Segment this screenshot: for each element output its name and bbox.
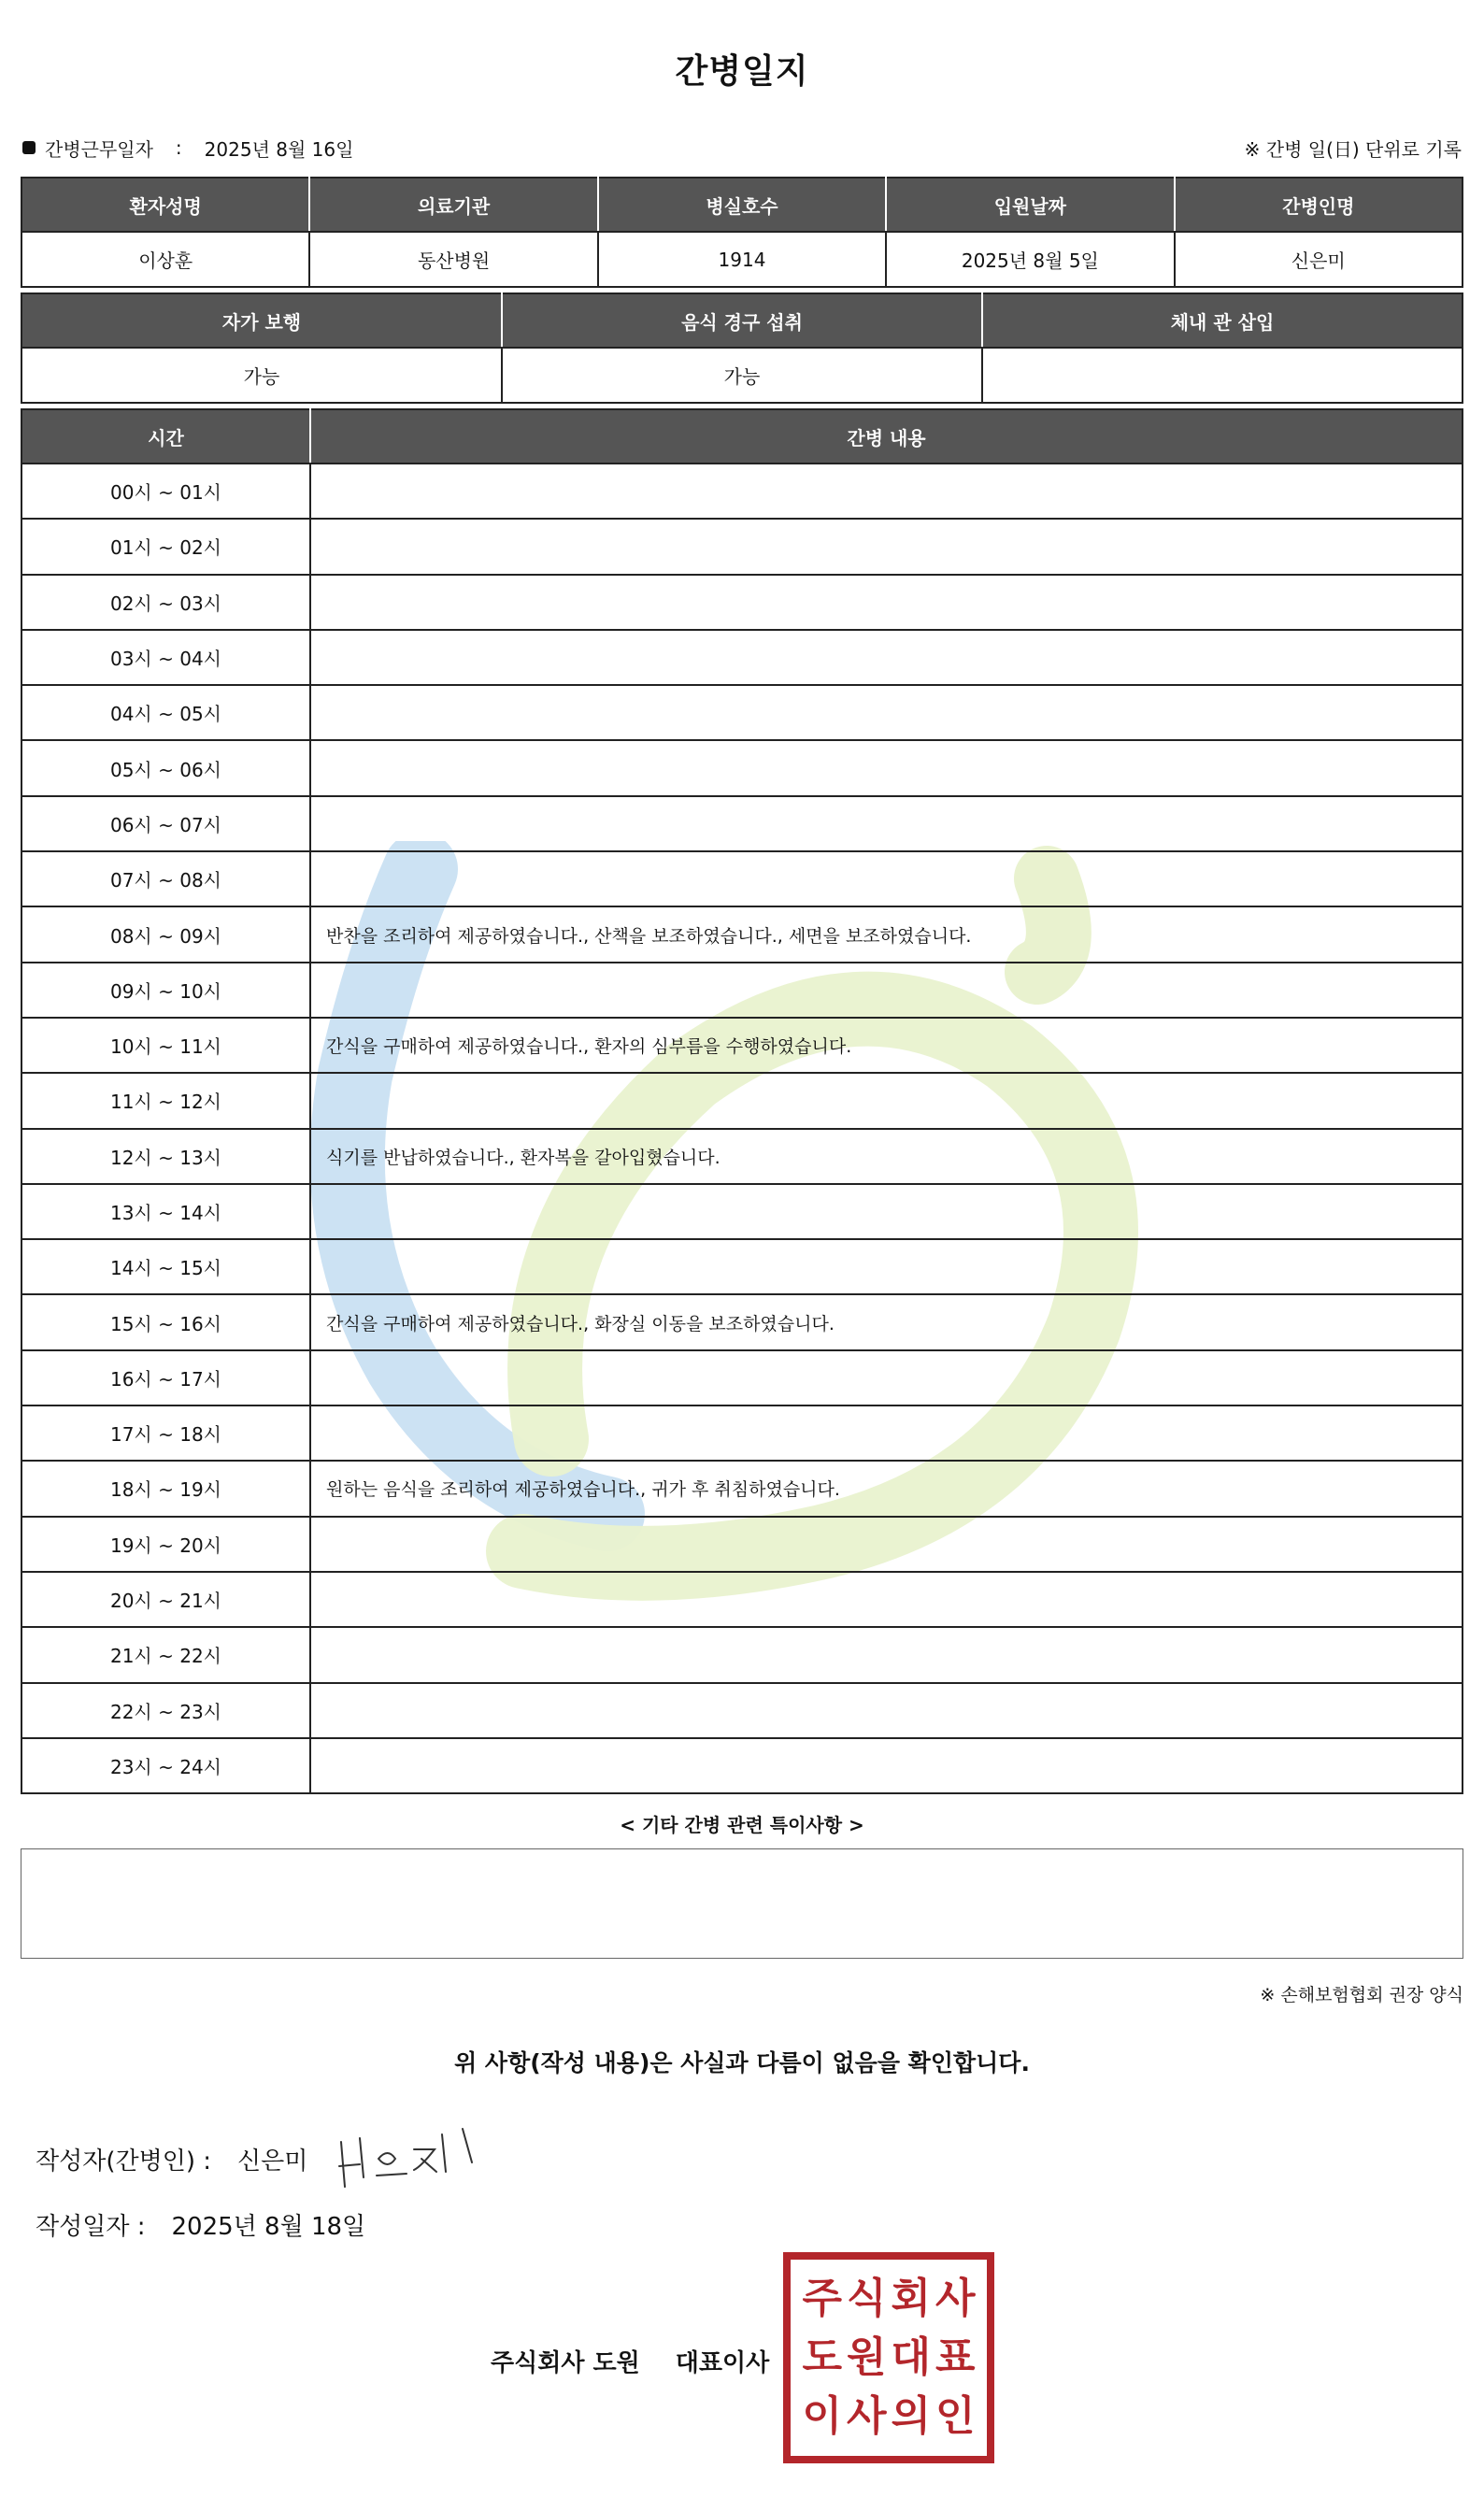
care-content [310, 1239, 1463, 1294]
table-row [21, 575, 1463, 630]
patient-status-table [21, 293, 1463, 404]
self-walking-value: 가능 [21, 348, 502, 403]
seal-character: 주 [802, 2274, 842, 2322]
table-row [21, 519, 1463, 574]
care-content: 원하는 음식을 조리하여 제공하였습니다., 귀가 후 취침하였습니다. [310, 1461, 1463, 1516]
table-row [21, 1129, 1463, 1184]
care-content [310, 851, 1463, 906]
seal-character: 사 [846, 2392, 887, 2441]
header-hospital: 의료기관 [309, 178, 597, 232]
seal-character: 사 [935, 2274, 976, 2322]
meta-row [22, 134, 1462, 162]
writer-label: 작성자(간병인) : [36, 2147, 212, 2176]
header-tube-insertion: 체내 관 삽입 [982, 293, 1463, 348]
care-content [310, 1184, 1463, 1239]
care-content [310, 1738, 1463, 1793]
seal-character: 의 [891, 2392, 931, 2441]
care-content: 간식을 구매하여 제공하였습니다., 화장실 이동을 보조하였습니다. [310, 1294, 1463, 1349]
table-row [21, 1350, 1463, 1405]
confirmation-text: 위 사항(작성 내용)은 사실과 다름이 없음을 확인합니다. [454, 2049, 1030, 2076]
company-seal-stamp [783, 2252, 994, 2463]
care-content [310, 519, 1463, 574]
care-content [310, 575, 1463, 630]
tube-insertion-value [982, 348, 1463, 403]
table-row [21, 1184, 1463, 1239]
care-content: 간식을 구매하여 제공하였습니다., 환자의 심부름을 수행하였습니다. [310, 1018, 1463, 1073]
table-row [21, 851, 1463, 906]
header-room-number: 병실호수 [598, 178, 886, 232]
handwritten-signature [332, 2121, 491, 2196]
time-slot: 20시 ~ 21시 [21, 1572, 310, 1627]
table-row [21, 906, 1463, 962]
time-slot: 13시 ~ 14시 [21, 1184, 310, 1239]
time-slot: 05시 ~ 06시 [21, 740, 310, 795]
seal-character: 회 [891, 2274, 931, 2322]
table-row [21, 1018, 1463, 1073]
care-content [310, 1405, 1463, 1461]
care-content: 반찬을 조리하여 제공하였습니다., 산책을 보조하였습니다., 세면을 보조하였습니다. [310, 906, 1463, 962]
care-content [310, 963, 1463, 1018]
time-slot: 08시 ~ 09시 [21, 906, 310, 962]
seal-character: 도 [802, 2333, 842, 2381]
table-row [21, 1738, 1463, 1793]
seal-character: 이 [802, 2392, 842, 2441]
time-slot: 00시 ~ 01시 [21, 464, 310, 519]
time-slot: 03시 ~ 04시 [21, 630, 310, 685]
header-caregiver-name: 간병인명 [1175, 178, 1463, 232]
seal-character: 식 [846, 2274, 887, 2322]
time-slot: 14시 ~ 15시 [21, 1239, 310, 1294]
work-date-value: 2025년 8월 16일 [204, 137, 354, 161]
table-row [21, 740, 1463, 795]
write-date-line [36, 2207, 365, 2242]
patient-info-table [21, 177, 1463, 288]
seal-character: 대 [891, 2333, 931, 2381]
care-content [310, 1073, 1463, 1128]
table-row [21, 630, 1463, 685]
table-row [21, 1572, 1463, 1627]
caregiver-name: 신은미 [1175, 232, 1463, 287]
care-content [310, 1350, 1463, 1405]
table-row [21, 1073, 1463, 1128]
table-row [21, 963, 1463, 1018]
header-oral-intake: 음식 경구 섭취 [502, 293, 982, 348]
table-row [21, 796, 1463, 851]
time-slot: 18시 ~ 19시 [21, 1461, 310, 1516]
care-content [310, 630, 1463, 685]
care-content [310, 1517, 1463, 1572]
patient-name: 이상훈 [21, 232, 309, 287]
table-row [21, 1294, 1463, 1349]
hospital: 동산병원 [309, 232, 597, 287]
write-date-label: 작성일자 : [36, 2213, 146, 2241]
header-time: 시간 [21, 409, 310, 464]
time-slot: 16시 ~ 17시 [21, 1350, 310, 1405]
time-slot: 17시 ~ 18시 [21, 1405, 310, 1461]
header-admission-date: 입원날짜 [886, 178, 1174, 232]
care-content [310, 685, 1463, 740]
table-row [21, 1517, 1463, 1572]
time-slot: 10시 ~ 11시 [21, 1018, 310, 1073]
work-date-group [22, 135, 353, 162]
special-notes-box [21, 1848, 1463, 1959]
company-name: 주식회사 도원 [491, 2349, 640, 2377]
time-slot: 09시 ~ 10시 [21, 963, 310, 1018]
oral-intake-value: 가능 [502, 348, 982, 403]
time-slot: 21시 ~ 22시 [21, 1627, 310, 1682]
time-slot: 19시 ~ 20시 [21, 1517, 310, 1572]
special-notes-title: < 기타 간병 관련 특이사항 > [620, 1814, 864, 1836]
care-content [310, 796, 1463, 851]
header-self-walking: 자가 보행 [21, 293, 502, 348]
seal-character: 표 [935, 2333, 976, 2381]
time-slot: 15시 ~ 16시 [21, 1294, 310, 1349]
time-slot: 22시 ~ 23시 [21, 1683, 310, 1738]
care-content [310, 1683, 1463, 1738]
care-content [310, 1572, 1463, 1627]
company-line [491, 2344, 769, 2378]
write-date-value: 2025년 8월 18일 [171, 2213, 366, 2241]
room-number: 1914 [598, 232, 886, 287]
table-row [21, 1683, 1463, 1738]
time-slot: 02시 ~ 03시 [21, 575, 310, 630]
table-row [21, 464, 1463, 519]
seal-character: 인 [935, 2392, 976, 2441]
record-unit-note: ※ 간병 일(日) 단위로 기록 [1244, 137, 1462, 161]
work-date-label: 간병근무일자 [45, 137, 153, 161]
time-slot: 23시 ~ 24시 [21, 1738, 310, 1793]
square-bullet-icon [22, 141, 36, 154]
page-title: 간병일지 [675, 52, 809, 91]
time-slot: 04시 ~ 05시 [21, 685, 310, 740]
seal-character: 원 [846, 2333, 887, 2381]
time-slot: 01시 ~ 02시 [21, 519, 310, 574]
time-slot: 06시 ~ 07시 [21, 796, 310, 851]
writer-name: 신은미 [237, 2147, 308, 2176]
time-slot: 11시 ~ 12시 [21, 1073, 310, 1128]
care-content: 식기를 반납하였습니다., 환자복을 갈아입혔습니다. [310, 1129, 1463, 1184]
table-row [21, 1627, 1463, 1682]
table-row [21, 1405, 1463, 1461]
admission-date: 2025년 8월 5일 [886, 232, 1174, 287]
table-row [21, 1239, 1463, 1294]
ceo-title: 대표이사 [675, 2349, 770, 2377]
table-row [21, 685, 1463, 740]
work-date-colon: : [175, 136, 182, 159]
table-row [21, 1461, 1463, 1516]
writer-line [36, 2142, 307, 2176]
header-care-content: 간병 내용 [310, 409, 1463, 464]
care-log-table [21, 408, 1463, 1794]
time-slot: 12시 ~ 13시 [21, 1129, 310, 1184]
care-content [310, 1627, 1463, 1682]
time-slot: 07시 ~ 08시 [21, 851, 310, 906]
form-note: ※ 손해보험협회 권장 양식 [1260, 1985, 1463, 2005]
header-patient-name: 환자성명 [21, 178, 309, 232]
care-content [310, 464, 1463, 519]
care-content [310, 740, 1463, 795]
